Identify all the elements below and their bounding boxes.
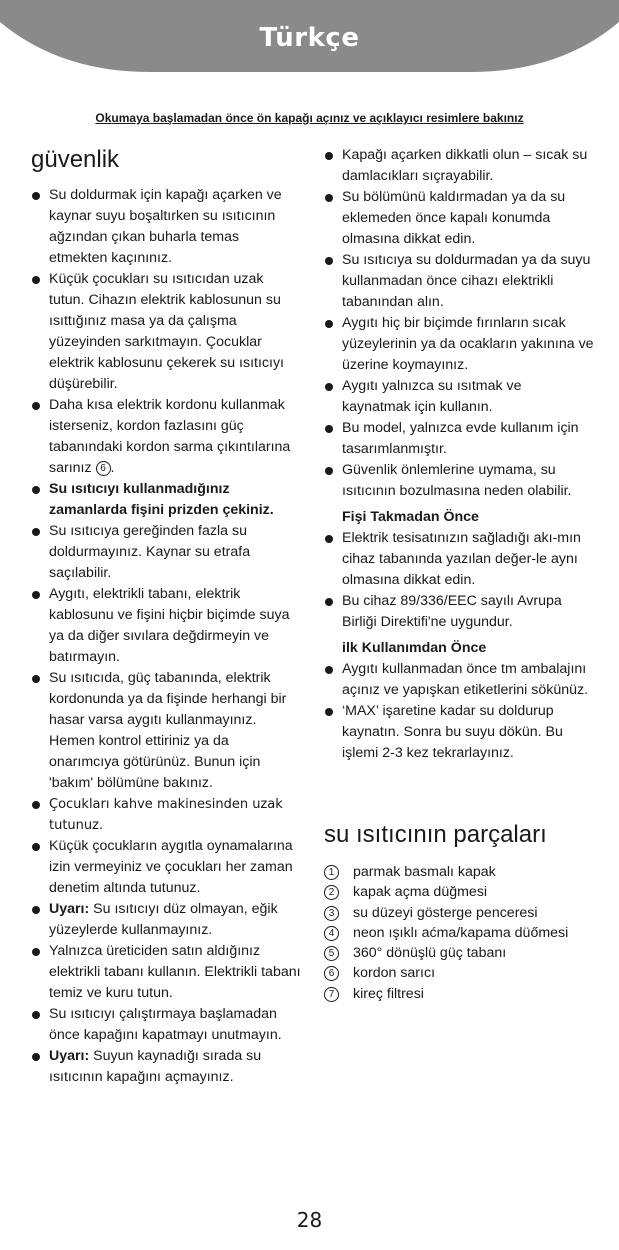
list-item-text: Kapağı açarken dikkatli olun – sıcak su damlacıkları sıçrayabilir. — [342, 147, 588, 184]
first-use-list — [324, 659, 594, 764]
safety-list-left — [31, 185, 301, 1088]
list-item — [31, 941, 301, 1004]
safety-right-column — [324, 145, 594, 764]
list-item — [324, 659, 594, 701]
list-item — [324, 418, 594, 460]
list-item-text: Su ısıtıcıda, güç tabanında, elektrik kordonunda ya da fişinde herhangi bir hasar varsa aygıtı kullanmayınız. Hemen kontrol ettiriniz ya da onarımcıya götürünüz. Bunun için 'bakım' bölümüne bakınız. — [49, 670, 287, 791]
list-item-text: Bu cihaz 89/336/EEC sayılı Avrupa Birliği Direktifi'ne uygundur. — [342, 593, 562, 630]
part-label: kireç filtresi — [353, 985, 424, 1002]
list-item-text: Su bölümünü kaldırmadan ya da su eklemeden önce kapalı konumda olmasına dikkat edin. — [342, 189, 566, 247]
parts-list-item — [324, 862, 594, 882]
list-item — [324, 528, 594, 591]
list-item-text: Küçük çocukların aygıtla oynamalarına izin vermeyiniz ve çocukları her zaman denetim altında tutunuz. — [49, 838, 293, 896]
language-title: Türkçe — [259, 23, 360, 53]
part-label: parmak basmalı kapak — [353, 864, 496, 880]
parts-list-item — [324, 963, 594, 983]
list-item — [324, 701, 594, 764]
parts-list-item — [324, 984, 594, 1004]
parts-list-item — [324, 903, 594, 923]
list-item — [31, 269, 301, 395]
list-item-text-bold: Su ısıtıcıyı kullanmadığınız zamanlarda fişini prizden çekiniz. — [49, 481, 274, 518]
list-item-text: ‘MAX’ işaretine kadar su doldurup kaynatın. Sonra bu suyu dökün. Bu işlemi 2-3 kez tekrarlayınız. — [342, 703, 563, 761]
first-use-heading: ilk Kullanımdan Önce — [342, 640, 487, 656]
list-item-text: Su doldurmak için kapağı açarken ve kaynar suyu boşaltırken su ısıtıcının ağzından çıkan buharla temas etmekten kaçınınız. — [49, 187, 282, 266]
list-item-text: Su ısıtıcıyı çalıştırmaya başlamadan önce kapağını kapatmayı unutmayın. — [49, 1006, 282, 1043]
part-number-badge: 3 — [324, 906, 339, 921]
warning-label: Uyarı: — [49, 901, 90, 917]
list-item — [31, 668, 301, 794]
parts-list-item — [324, 943, 594, 963]
list-item — [31, 1004, 301, 1046]
parts-column — [324, 862, 594, 1004]
list-item-text: Çocukları kahve makinesinden uzak tutunuz. — [49, 797, 283, 833]
list-item — [31, 521, 301, 584]
list-item-text: Suyun kaynadığı sırada su ısıtıcının kapağını açmayınız. — [49, 1048, 262, 1085]
part-number-badge: 7 — [324, 987, 339, 1002]
list-item — [324, 145, 594, 187]
read-instructions-note: Okumaya başlamadan önce ön kapağı açınız ve açıklayıcı resimlere bakınız — [95, 111, 524, 125]
warning-label: Uyarı: — [49, 1048, 90, 1064]
list-item — [324, 591, 594, 633]
list-item — [31, 836, 301, 899]
list-item — [324, 250, 594, 313]
list-item-text: Yalnızca üreticiden satın aldığınız elektrikli tabanı kullanın. Elektrikli tabanı temiz ve kuru tutun. — [49, 943, 301, 1001]
list-item — [31, 1046, 301, 1088]
list-item — [31, 584, 301, 668]
page-number: 28 — [296, 1208, 323, 1232]
part-label: kordon sarıcı — [353, 965, 436, 982]
part-label: kapak açma düğmesi — [353, 884, 488, 901]
part-number-badge: 5 — [324, 946, 339, 961]
list-item-text: Aygıtı kullanmadan önce tm ambalajını açınız ve yapışkan etiketlerini sökünüz. — [342, 661, 589, 698]
part-label: su düzeyi gösterge penceresi — [353, 904, 538, 921]
list-item-text: Bu model, yalnızca evde kullanım için tasarımlanmıştır. — [342, 420, 579, 457]
parts-list — [324, 862, 594, 1004]
part-label: neon ışıklı aćma/kapama düőmesi — [353, 924, 569, 941]
part-label: 360° dönüşlü güç tabanı — [353, 945, 507, 962]
list-item-text: Elektrik tesisatınızın sağladığı akı-mın cihaz tabanında yazılan değer-le aynı olmasına dikkat edin. — [342, 530, 581, 588]
list-item — [31, 794, 301, 836]
safety-title: güvenlik — [31, 146, 120, 173]
list-item — [324, 376, 594, 418]
list-item — [31, 479, 301, 521]
list-item-text: Aygıtı yalnızca su ısıtmak ve kaynatmak için kullanın. — [342, 378, 522, 415]
part-number-badge: 1 — [324, 865, 339, 880]
list-item-text: Küçük çocukları su ısıtıcıdan uzak tutun. Cihazın elektrik kablosunun su ısıttığınız masa ya da çalışma yüzeyinden sarkıtmayın. Çocuklar elektrik kablosunu çekerek su ısıtıcıyı düşürebilir. — [49, 271, 284, 392]
list-item-text: Aygıtı, elektrikli tabanı, elektrik kablosunu ve fişini hiçbir biçimde suya ya da diğer sıvılara değdirmeyin ve batırmayın. — [49, 586, 290, 665]
parts-list-item — [324, 882, 594, 902]
list-item — [31, 185, 301, 269]
before-plug-list — [324, 528, 594, 633]
list-item-suffix: . — [110, 460, 115, 476]
language-header-band — [0, 0, 619, 90]
list-item — [324, 187, 594, 250]
list-item — [31, 395, 301, 479]
list-item — [31, 899, 301, 941]
list-item-text: Güvenlik önlemlerine uymama, su ısıtıcının bozulmasına neden olabilir. — [342, 462, 572, 499]
safety-left-column — [31, 185, 301, 1088]
part-ref-badge: 6 — [96, 461, 111, 476]
list-item — [324, 460, 594, 502]
list-item-text: Su ısıtıcıya su doldurmadan ya da suyu kullanmadan önce cihazı elektrikli tabanından alın. — [342, 252, 591, 310]
part-number-badge: 6 — [324, 966, 339, 981]
part-number-badge: 2 — [324, 885, 339, 900]
list-item — [324, 313, 594, 376]
parts-list-item — [324, 923, 594, 943]
list-item-text: Daha kısa elektrik kordonu kullanmak isterseniz, kordon fazlasını güç tabanındaki kordon sarma çıkıntılarına sarınız — [49, 397, 291, 476]
list-item-text: Su ısıtıcıyı düz olmayan, eğik yüzeylerde kullanmayınız. — [49, 901, 278, 938]
part-number-badge: 4 — [324, 926, 339, 941]
list-item-text: Su ısıtıcıya gereğinden fazla su doldurmayınız. Kaynar su etrafa saçılabilir. — [49, 523, 251, 581]
safety-list-right — [324, 145, 594, 502]
parts-title: su ısıtıcının parçaları — [324, 821, 547, 848]
list-item-text: Aygıtı hiç bir biçimde fırınların sıcak yüzeylerinin ya da ocakların yakınına ve üzerine koymayınız. — [342, 315, 594, 373]
before-plug-heading: Fişi Takmadan Önce — [342, 509, 479, 525]
